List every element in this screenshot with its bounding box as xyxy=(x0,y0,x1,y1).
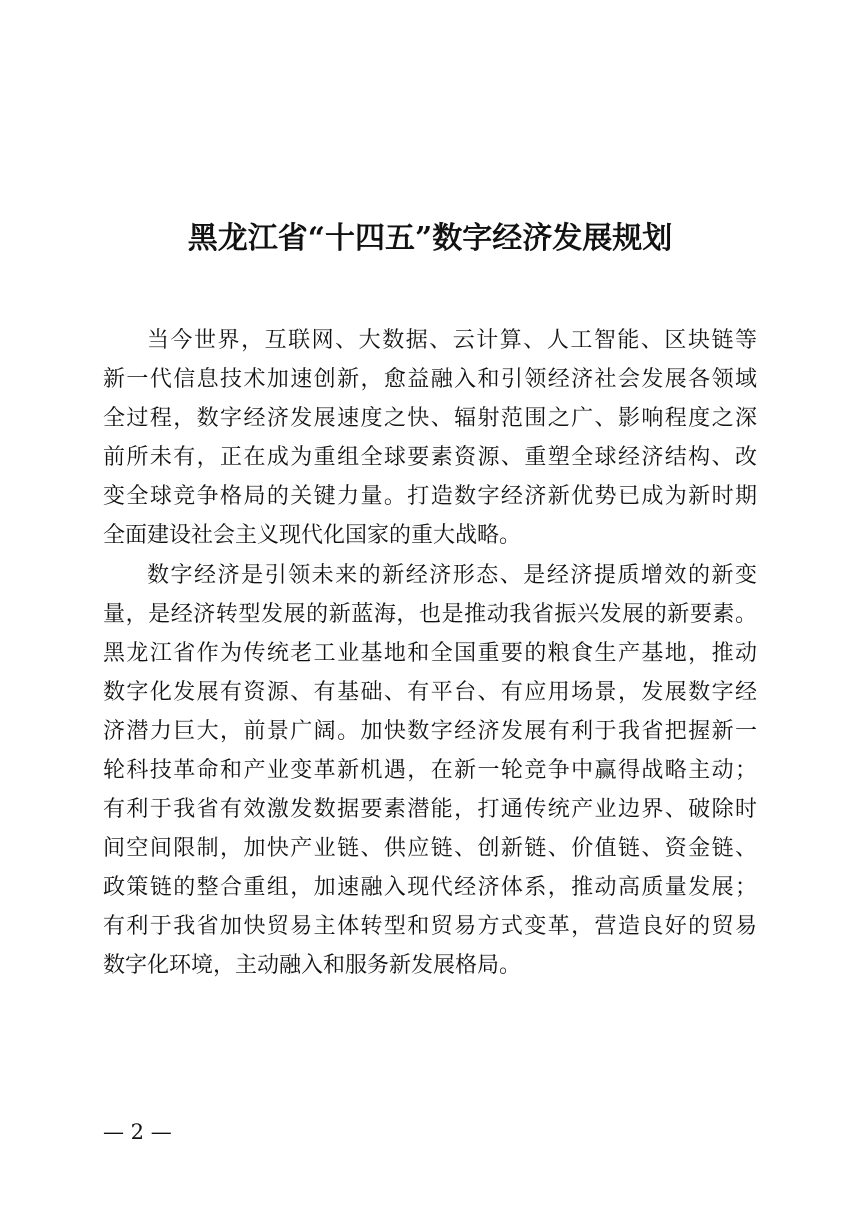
text-line: 济潜力巨大，前景广阔。加快数字经济发展有利于我省把握新一 xyxy=(103,719,757,744)
paragraph-2 xyxy=(103,556,757,985)
text-line: 有利于我省有效激发数据要素潜能，打通传统产业边界、破除时 xyxy=(103,797,757,822)
text-line: 数字化发展有资源、有基础、有平台、有应用场景，发展数字经 xyxy=(103,680,757,705)
text-line: 政策链的整合重组，加速融入现代经济体系，推动高质量发展； xyxy=(103,875,757,900)
text-line: 新一代信息技术加速创新，愈益融入和引领经济社会发展各领域 xyxy=(103,367,757,392)
document-title: 黑龙江省“十四五”数字经济发展规划 xyxy=(187,221,673,256)
text-line: 数字经济是引领未来的新经济形态、是经济提质增效的新变 xyxy=(147,563,757,588)
text-line: 间空间限制，加快产业链、供应链、创新链、价值链、资金链、 xyxy=(103,836,757,861)
text-line: 变全球竞争格局的关键力量。打造数字经济新优势已成为新时期 xyxy=(103,484,757,509)
text-line: 有利于我省加快贸易主体转型和贸易方式变革，营造良好的贸易 xyxy=(103,914,757,939)
paragraph-1 xyxy=(103,321,757,555)
text-line: 轮科技革命和产业变革新机遇，在新一轮竞争中赢得战略主动； xyxy=(103,758,757,783)
text-line: 黑龙江省作为传统老工业基地和全国重要的粮食生产基地，推动 xyxy=(103,641,757,666)
text-line: 前所未有，正在成为重组全球要素资源、重塑全球经济结构、改 xyxy=(103,445,757,470)
text-line: 全过程，数字经济发展速度之快、辐射范围之广、影响程度之深 xyxy=(103,406,757,431)
text-line: 全面建设社会主义现代化国家的重大战略。 xyxy=(103,523,522,548)
page-number: — 2 — xyxy=(103,1120,172,1144)
text-line: 量，是经济转型发展的新蓝海，也是推动我省振兴发展的新要素。 xyxy=(103,602,757,627)
text-line: 数字化环境，主动融入和服务新发展格局。 xyxy=(103,953,522,978)
body-text xyxy=(103,321,757,985)
text-line: 当今世界，互联网、大数据、云计算、人工智能、区块链等 xyxy=(147,328,757,353)
